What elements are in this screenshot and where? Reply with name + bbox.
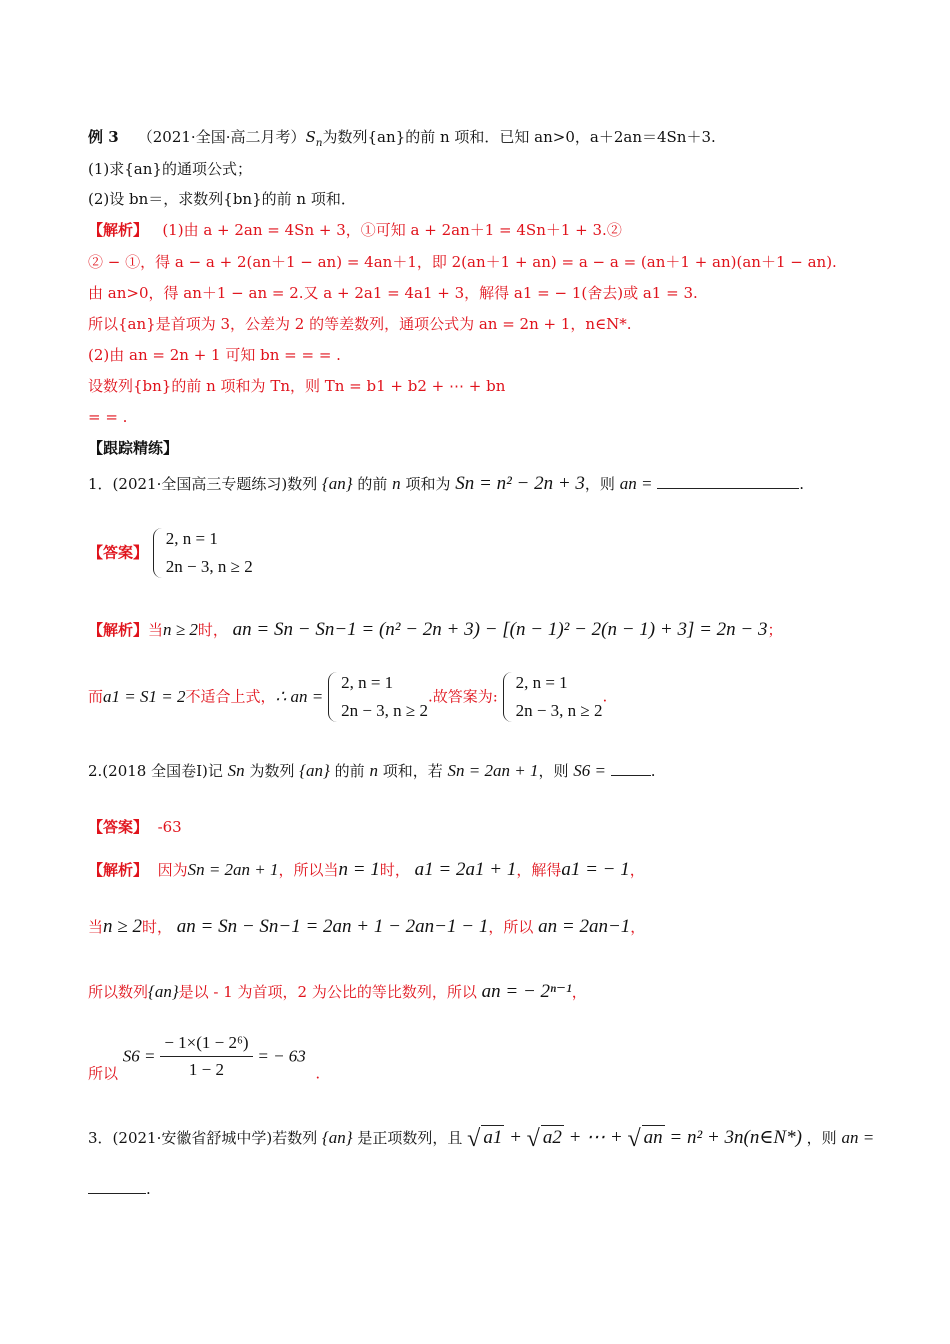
- problem2-analysis-2: [88, 915, 645, 940]
- analysis-formula: = − 63: [257, 1046, 306, 1066]
- problem2-stem: [88, 760, 656, 782]
- problem2-n: n: [369, 761, 378, 780]
- analysis-formula: S6 =: [122, 1046, 156, 1066]
- analysis-text: 所以数列: [88, 983, 149, 1001]
- analysis-tag: 【解析】: [88, 861, 149, 879]
- analysis-text: 时，: [379, 861, 410, 879]
- analysis-text: 不适合上式，: [185, 687, 276, 706]
- problem1-seq: {an}: [321, 474, 353, 493]
- case-row-1: 2, n = 1: [341, 673, 394, 692]
- answer-tag: 【答案】: [88, 818, 149, 836]
- example3-solution-3: 由 an>0，得 an＋1 − an = 2.又 a + 2a1 = 4a1 + 3，解得 a1 = − 1(舍去)或 a1 = 3.: [88, 284, 698, 302]
- answer-cases: [153, 528, 253, 578]
- problem2-seq: {an}: [299, 761, 330, 780]
- problem2-text: 项和，若: [382, 762, 443, 780]
- problem3-text: 是正项数列，且: [357, 1129, 463, 1147]
- problem3-formula: √ a1 + √ a2 + ⋯ + √ an = n² + 3n(n∈N*): [467, 1126, 802, 1152]
- analysis-text: ，: [629, 861, 645, 879]
- analysis-text: 时，: [197, 621, 228, 639]
- analysis-formula: n ≥ 2: [103, 916, 142, 937]
- analysis-text: ，所以当: [278, 861, 339, 879]
- problem2-formula: Sn: [227, 761, 245, 780]
- problem2-formula: Sn = 2an + 1: [447, 761, 539, 780]
- problem2-answer: [88, 818, 182, 838]
- formula-rhs: = n² + 3n(n∈N*): [669, 1127, 802, 1148]
- analysis-text: ，解得: [516, 861, 562, 879]
- analysis-cases: [328, 672, 428, 722]
- sqrt-a2: a2: [541, 1125, 564, 1151]
- problem1-answer: [88, 528, 253, 578]
- analysis-text: ，所以: [488, 918, 534, 936]
- plus-sign: +: [509, 1127, 522, 1148]
- answer-value: -63: [157, 818, 182, 836]
- problem1-formula: Sn = n² − 2n + 3: [455, 473, 585, 494]
- solution-text: (1)由 a + 2an = 4Sn + 3，①可知 a + 2an＋1 = 4Sn＋1 + 3.②: [162, 221, 622, 239]
- problem3-an: an =: [841, 1128, 875, 1147]
- analysis-text: 当: [148, 621, 164, 639]
- analysis-text: 时，: [141, 918, 172, 936]
- analysis-formula: an = − 2ⁿ⁻¹: [481, 981, 572, 1002]
- example3-solution-7: = = .: [88, 408, 128, 426]
- example-source: （2021·全国·高二月考）: [137, 128, 306, 146]
- problem2-end: .: [650, 762, 656, 780]
- example3-solution-6: 设数列{bn}的前 n 项和为 Tn，则 Tn = b1 + b2 + ⋯ + bn: [88, 377, 506, 395]
- problem1-stem: [88, 472, 804, 497]
- fraction-numerator: − 1×(1 − 2⁶): [160, 1032, 252, 1057]
- analysis-fraction: [160, 1032, 252, 1081]
- example3-question-2: (2)设 bn＝，求数列{bn}的前 n 项和．: [88, 190, 356, 208]
- analysis-text: 因为: [157, 861, 188, 879]
- problem1-head: 1．(2021·全国高三专题练习)数列: [88, 475, 318, 493]
- analysis-formula: a1 = 2a1 + 1: [414, 859, 517, 880]
- analysis-text: .: [602, 687, 608, 706]
- fraction-denominator: 1 − 2: [188, 1060, 224, 1080]
- problem1-text: 的前: [357, 475, 388, 493]
- problem1-an: an =: [619, 474, 653, 493]
- analysis-text: .故答案为:: [427, 687, 498, 706]
- analysis-formula: a1 = S1 = 2: [103, 687, 186, 707]
- problem2-text: 的前: [334, 762, 365, 780]
- final-answer-cases: [503, 672, 603, 722]
- problem3-stem: [88, 1124, 874, 1155]
- analysis-seq: {an}: [148, 982, 179, 1001]
- problem2-text: ，则: [538, 762, 569, 780]
- case-row-1: 2, n = 1: [515, 673, 568, 692]
- problem1-n: n: [392, 474, 401, 493]
- sqrt-a1: a1: [481, 1125, 504, 1151]
- problem3-answer-line: [88, 1180, 151, 1200]
- example3-solution-5: (2)由 an = 2n + 1 可知 bn = = = .: [88, 346, 341, 364]
- example3-question-1: (1)求{an}的通项公式；: [88, 160, 252, 178]
- analysis-text: 而: [88, 687, 104, 706]
- problem3-end: .: [146, 1180, 151, 1198]
- example3-solution-2: ② − ①，得 a − a + 2(an＋1 − an) = 4an＋1，即 2(an＋1 + an) = a − a = (an＋1 + an)(an＋1 − an).: [88, 253, 837, 271]
- problem1-analysis-1: [88, 618, 783, 643]
- analysis-text: .: [315, 1064, 321, 1083]
- track-title: 【跟踪精练】: [88, 439, 179, 457]
- analysis-text: 是以 - 1 为首项，2 为公比的等比数列，所以: [178, 983, 477, 1001]
- analysis-formula: an = Sn − Sn−1 = 2an + 1 − 2an−1 − 1: [176, 916, 489, 937]
- analysis-text: ；: [767, 621, 783, 639]
- problem1-analysis-2: [88, 672, 607, 722]
- problem3-text: ，则: [806, 1129, 837, 1147]
- problem2-analysis-3: [88, 980, 587, 1005]
- problem2-head: 2.(2018 全国卷Ⅰ)记: [88, 762, 223, 780]
- example-stem-tail: 为数列{an}的前 n 项和．已知 an>0，a＋2an＝4Sn＋3.: [322, 128, 716, 146]
- analysis-tag: 【解析】: [88, 621, 149, 639]
- analysis-text: 当: [88, 918, 104, 936]
- answer-blank[interactable]: [657, 488, 799, 489]
- problem2-formula: S6 =: [573, 761, 606, 780]
- analysis-formula: ∴ an =: [275, 687, 324, 707]
- example-sn: $S_n$: [305, 128, 323, 149]
- analysis-text: ，: [571, 983, 587, 1001]
- case-row-2: 2n − 3, n ≥ 2: [341, 701, 428, 721]
- analysis-formula: Sn = 2an + 1: [187, 860, 279, 879]
- case-row-1: 2, n = 1: [165, 529, 218, 548]
- sqrt-an: an: [642, 1125, 665, 1151]
- problem3-head: 3．(2021·安徽省舒城中学)若数列: [88, 1129, 318, 1147]
- case-row-2: 2n − 3, n ≥ 2: [515, 701, 603, 721]
- example3-solution-1: [88, 221, 622, 241]
- problem1-text: ，则: [584, 475, 615, 493]
- problem1-text: 项和为: [405, 475, 451, 493]
- answer-blank[interactable]: [611, 775, 651, 776]
- problem3-seq: {an}: [321, 1128, 353, 1147]
- analysis-text: 所以: [88, 1064, 119, 1083]
- analysis-text: ，: [630, 918, 646, 936]
- example3-solution-4: 所以{an}是首项为 3，公差为 2 的等差数列，通项公式为 an = 2n + 1，n∈N*.: [88, 315, 632, 333]
- answer-blank[interactable]: [88, 1193, 146, 1194]
- case-row-2: 2n − 3, n ≥ 2: [165, 557, 253, 577]
- analysis-formula: n = 1: [338, 859, 380, 880]
- plus-dots: + ⋯ +: [568, 1127, 623, 1148]
- example-label: 例 3: [88, 128, 119, 146]
- analysis-formula: an = 2an−1: [538, 916, 631, 937]
- analysis-formula: n ≥ 2: [163, 620, 198, 639]
- analysis-tag: 【解析】: [88, 221, 149, 239]
- answer-tag: 【答案】: [88, 543, 149, 562]
- analysis-formula: a1 = − 1: [561, 859, 630, 880]
- problem2-text: 为数列: [249, 762, 295, 780]
- analysis-formula: an = Sn − Sn−1 = (n² − 2n + 3) − [(n − 1)² − 2(n − 1) + 3] = 2n − 3: [232, 619, 768, 640]
- problem2-analysis-4: [88, 1032, 320, 1084]
- problem1-end: .: [799, 475, 805, 493]
- example3-stem: [88, 128, 716, 151]
- problem2-analysis-1: [88, 858, 645, 883]
